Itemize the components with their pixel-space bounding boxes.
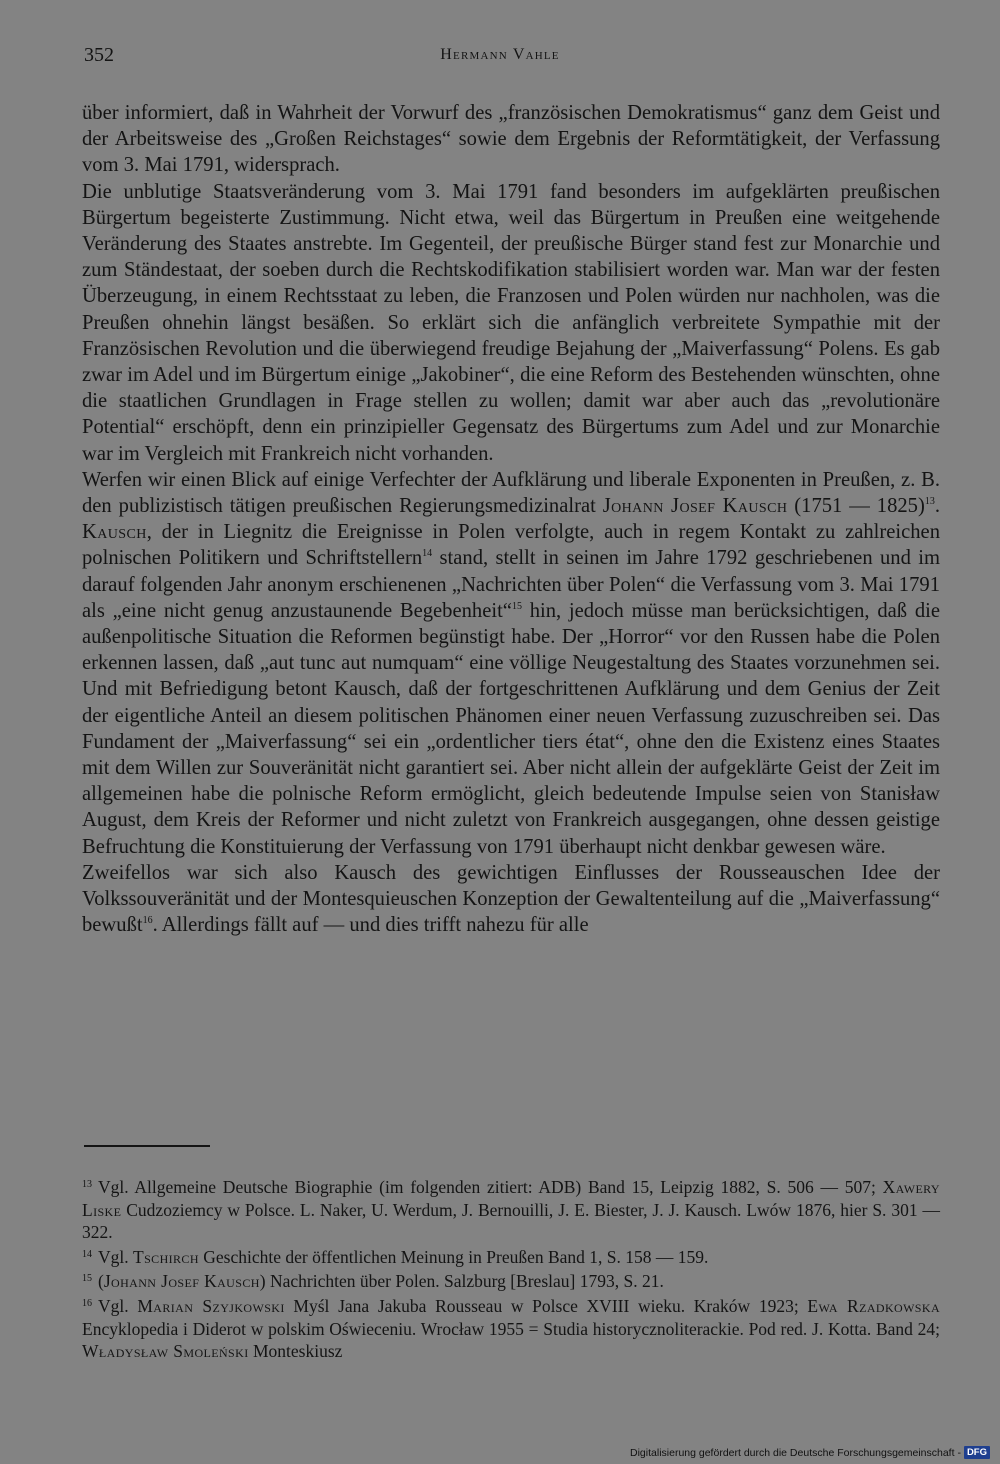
footnote-ref-16[interactable]: 16 <box>142 915 153 927</box>
footnote-ref-15[interactable]: 15 <box>511 600 522 612</box>
footnote-15-text: ( <box>98 1271 104 1292</box>
footnote-14 <box>82 1244 940 1269</box>
footnote-15 <box>82 1268 940 1293</box>
footnote-16-text: Vgl. <box>98 1295 138 1316</box>
footnote-13-number: 13 <box>82 1179 92 1190</box>
main-text <box>82 100 940 939</box>
paragraph-3-text-d: , der in Liegnitz die Ereignisse in Polen verfolgte, auch in regem Kontakt zu zahlreichen polnischen Politikern und Schriftstellern <box>82 521 940 570</box>
page-number: 352 <box>84 44 114 66</box>
footnote-13 <box>82 1174 940 1244</box>
paragraph-4-text-a: Zweifellos war sich also Kausch des gewichtigen Einflusses der Rousseauschen Idee der Volkssouveränität und der Montesquieuschen Konzeption der Gewaltenteilung auf die „Maiverfassung“ bewußt <box>82 861 940 937</box>
paragraph-3-text-b: (1751 — 1825) <box>787 495 925 518</box>
footnote-16-author-3: Władysław Smoleński <box>82 1341 249 1362</box>
digitization-credit <box>630 1446 990 1459</box>
footnote-15-number: 15 <box>82 1273 92 1285</box>
author-name-johann-josef-kausch: Johann Josef Kausch <box>602 495 788 518</box>
paragraph-4-text-b: . Allerdings fällt auf — und dies trifft nahezu für alle <box>152 914 589 937</box>
footnote-16 <box>82 1293 940 1363</box>
paragraph-3-text-c: . <box>934 495 940 518</box>
footnote-14-text: Vgl. <box>98 1246 133 1267</box>
author-name-kausch: Kausch <box>82 521 147 544</box>
footnote-16-number: 16 <box>82 1297 92 1309</box>
paragraph-3-text-f: hin, jedoch müsse man berücksichtigen, daß die außenpolitische Situation die Reformen begünstigt habe. Der „Horror“ vor den Russen habe die Polen erkennen lassen, daß „aut tunc aut numquam“ eine völlige Neugestaltung des Staates vorzunehmen sei. Und mit Befriedigung betont Kausch, daß der fortgeschrittenen Aufklärung und dem Genius der Zeit der eigentliche Anteil an diesem politischen Phänomen einer neuen Verfassung zuzuschreiben sei. Das Fundament der „Maiverfassung“ sei ein „ordentlicher tiers état“, ohne den die Existenz eines Staates mit dem Willen zur Souveränität nicht garantiert sei. Aber nicht allein der aufgeklärte Geist der Zeit im allgemeinen habe die polnische Reform ermöglicht, gleich bedeutende Impulse seien von Stanisław August, dem Kreis der Reformer und nicht zuletzt von Frankreich ausgegangen, ohne dessen geistige Befruchtung die Konstituierung der Verfassung von 1791 überhaupt nicht denkbar gewesen wäre. <box>82 599 940 858</box>
digitization-note: Digitalisierung gefördert durch die Deutsche Forschungsgemeinschaft - <box>630 1446 961 1459</box>
footnote-16-author-2: Ewa Rzadkowska <box>807 1295 941 1316</box>
footnotes <box>82 1174 940 1363</box>
footnote-16-author-1: Marian Szyjkowski <box>137 1295 285 1316</box>
paragraph-2: Die unblutige Staatsveränderung vom 3. Mai 1791 fand besonders im aufgeklärten preußischen Bürgertum begeisterte Zustimmung. Nicht etwa, weil das Bürgertum in Preußen eine weitgehende Veränderung des Staates anstrebte. Im Gegenteil, der preußische Bürger stand fest zur Monarchie und zum Ständestaat, der soeben durch die Rechtskodifikation stabilisiert worden war. Man war der festen Überzeugung, in einem Rechtsstaat zu leben, die Franzosen und Polen würden nur nachholen, was die Preußen ohnehin längst besäßen. So erklärt sich die anfänglich verbreitete Sympathie mit der Französischen Revolution und die überwiegend freudige Bejahung der „Maiverfassung“ Polens. Es gab zwar im Adel und im Bürgertum einige „Jakobiner“, die eine Reform des Bestehenden wünschten, ohne die staatlichen Grundlagen in Frage stellen zu wollen; damit war aber auch das „revolutionäre Potential“ erschöpft, denn ein prinzipieller Gegensatz des Bürgertums zum Adel und zur Monarchie war im Vergleich mit Frankreich nicht vorhanden. <box>82 180 940 465</box>
footnote-16-text-3: Encyklopedia i Diderot w polskim Oświeceniu. Wrocław 1955 = Studia historycznoliterackie. Pod red. J. Kotta. Band 24; <box>82 1318 940 1339</box>
footnote-13-author: Xawery Liske <box>82 1177 940 1220</box>
footnote-ref-13[interactable]: 13 <box>924 496 935 508</box>
footnote-14-text-2: Geschichte der öffentlichen Meinung in Preußen Band 1, S. 158 — 159. <box>198 1246 709 1267</box>
footnote-divider <box>84 1145 210 1147</box>
footnote-14-number: 14 <box>82 1248 92 1260</box>
footnote-16-text-4: Monteskiusz <box>248 1341 343 1362</box>
footnote-13-text: Vgl. Allgemeine Deutsche Biographie (im folgenden zitiert: ADB) Band 15, Leipzig 1882, S. 506 — 507; <box>98 1177 883 1197</box>
footnote-16-text-2: Myśl Jana Jakuba Rousseau w Polsce XVIII wieku. Kraków 1923; <box>284 1295 808 1316</box>
paragraph-3-text-a: Werfen wir einen Blick auf einige Verfechter der Aufklärung und liberale Exponenten in Preußen, z. B. den publizistisch tätigen preußischen Regierungsmedizinalrat <box>82 468 940 518</box>
footnote-ref-14[interactable]: 14 <box>422 548 433 560</box>
dfg-logo-icon[interactable]: DFG <box>964 1446 990 1459</box>
running-head: Hermann Vahle <box>440 46 560 63</box>
footnote-15-author: Johann Josef Kausch <box>103 1271 260 1292</box>
paragraph-3-text-e: stand, stellt in seinen im Jahre 1792 geschriebenen und im darauf folgenden Jahr anonym erschienenen „Nachrichten über Polen“ die Verfassung vom 3. Mai 1791 als „eine nicht genug anzustaunende Begebenheit“ <box>82 547 940 622</box>
footnote-13-text-2: Cudzoziemcy w Polsce. L. Naker, U. Werdum, J. Bernouilli, J. E. Biester, J. J. Kausch. Lwów 1876, hier S. 301 — 322. <box>82 1199 940 1243</box>
paragraph-3 <box>82 467 940 860</box>
footnote-14-author: Tschirch <box>133 1246 199 1267</box>
footnote-15-text-2: ) Nachrichten über Polen. Salzburg [Breslau] 1793, S. 21. <box>259 1271 664 1292</box>
paragraph-1: über informiert, daß in Wahrheit der Vorwurf des „französischen Demokratismus“ ganz dem Geist und der Arbeitsweise des „Großen Reichstages“ sowie dem Ergebnis der Reformtätigkeit, der Verfassung vom 3. Mai 1791, widersprach. <box>82 102 940 177</box>
paragraph-4 <box>82 860 940 939</box>
